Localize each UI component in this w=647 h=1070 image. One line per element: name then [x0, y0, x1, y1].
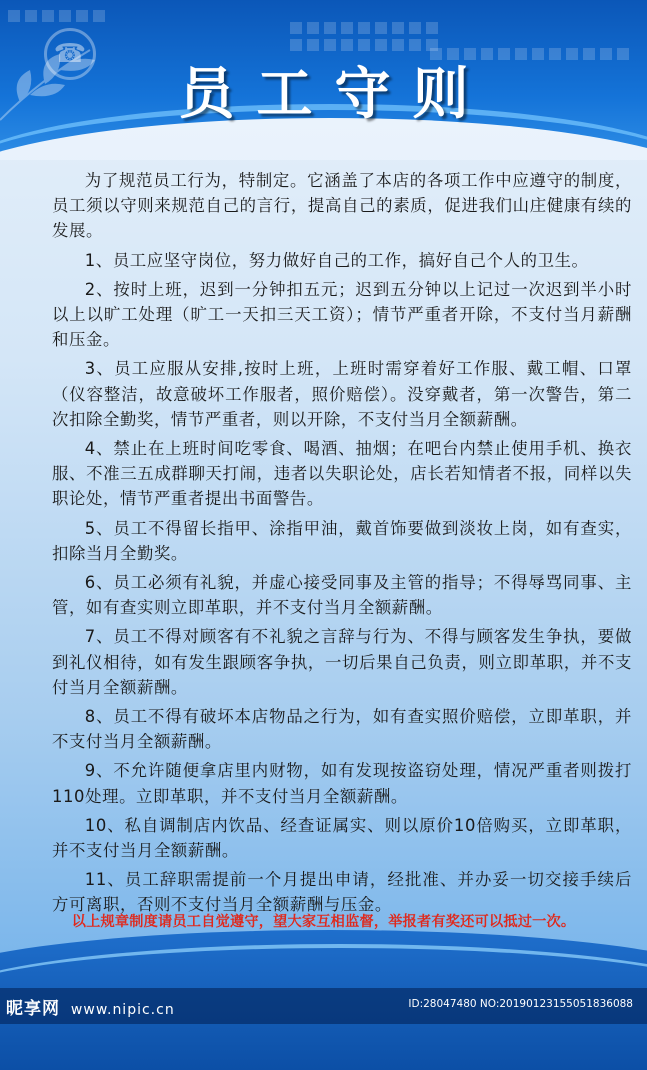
rule-item: 6、员工必须有礼貌，并虚心接受同事及主管的指导；不得辱骂同事、主管，如有查实则立即革职，并不支付当月全额薪酬。: [52, 573, 632, 618]
decorative-squares: [8, 10, 105, 22]
page-title: 员工守则: [178, 62, 491, 127]
rule-item: 4、禁止在上班时间吃零食、喝酒、抽烟；在吧台内禁止使用手机、换衣服、不准三五成群聊天打闹，违者以失职论处，店长若知情者不报，同样以失职论处，情节严重者提出书面警告。: [52, 439, 632, 509]
rule-item: 2、按时上班，迟到一分钟扣五元；迟到五分钟以上记过一次迟到半小时以上以旷工处理（旷工一天扣三天工资）；情节严重者开除，不支付当月薪酬和压金。: [52, 279, 632, 350]
rule-item: 8、员工不得有破坏本店物品之行为，如有查实照价赔偿，立即革职，并不支付当月全额薪酬。: [52, 707, 632, 752]
rule-item: 11、员工辞职需提前一个月提出申请，经批准、并办妥一切交接手续后方可离职，否则不支付当月全额薪酬与压金。: [52, 870, 632, 915]
rule-item: 1、员工应坚守岗位，努力做好自己的工作，搞好自己个人的卫生。: [84, 250, 589, 270]
watermark-url: www.nipic.cn: [70, 1002, 175, 1018]
intro-paragraph: 为了规范员工行为，特制定。它涵盖了本店的各项工作中应遵守的制度，员工须以守则来规范自己的言行，提高自己的素质，促进我们山庄健康有续的发展。: [52, 171, 632, 241]
rule-item: 9、不允许随便拿店里内财物，如有发现按盗窃处理，情况严重者则拨打110处理。立即革职，并不支付当月全额薪酬。: [52, 761, 632, 806]
phone-logo-icon: ☎: [44, 28, 96, 80]
header-banner: [0, 0, 647, 160]
rule-item: 3、员工应服从安排,按时上班，上班时需穿着好工作服、戴工帽、口罩（仪容整洁，故意破坏工作服者，照价赔偿）。没穿戴者，第一次警告，第二次扣除全勤奖，情节严重者，则以开除，不支付当月全额薪酬。: [52, 359, 632, 429]
watermark-brand-name: 昵享网: [6, 999, 60, 1019]
rule-item: 7、员工不得对顾客有不礼貌之言辞与行为、不得与顾客发生争执，要做到礼仪相待，如有发生跟顾客争执，一切后果自己负责，则立即革职，并不支付当月全额薪酬。: [52, 627, 632, 697]
rule-item: 5、员工不得留长指甲、涂指甲油，戴首饰要做到淡妆上岗，如有查实，扣除当月全勤奖。: [52, 518, 632, 563]
decorative-squares: [290, 22, 438, 51]
rules-body: [52, 168, 632, 922]
watermark-image-id: ID:28047480 NO:20190123155051836088: [408, 998, 633, 1010]
rule-item: 10、私自调制店内饮品、经查证属实、则以原价10倍购买，立即革职，并不支付当月全额薪酬。: [52, 815, 632, 861]
watermark-brand: [6, 994, 175, 1019]
notice-text: 以上规章制度请员工自觉遵守，望大家互相监督，举报者有奖还可以抵过一次。: [71, 914, 576, 930]
